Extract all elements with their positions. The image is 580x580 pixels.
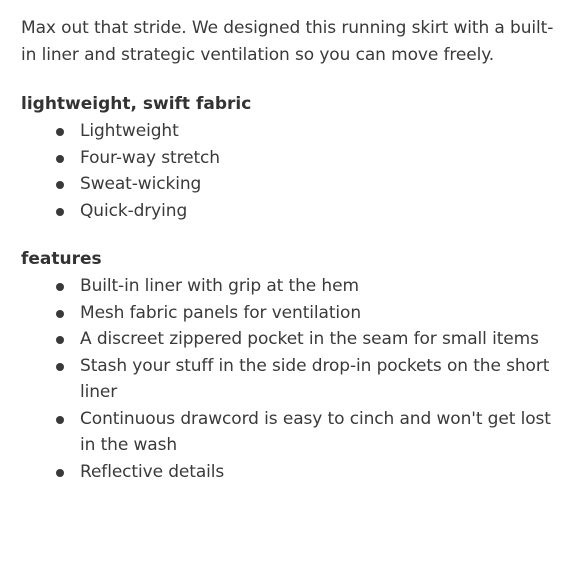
features-list-item: Reflective details (80, 459, 562, 486)
features-list-item: A discreet zippered pocket in the seam for small items (80, 326, 562, 353)
fabric-list-item: Lightweight (80, 118, 562, 145)
features-list (21, 273, 562, 485)
features-list-item: Stash your stuff in the side drop-in pockets on the short liner (80, 353, 562, 406)
fabric-heading: lightweight, swift fabric (21, 94, 252, 114)
intro-paragraph: Max out that stride. We designed this running skirt with a built-in liner and strategic ventilation so you can move freely. (21, 18, 554, 65)
features-heading: features (21, 249, 102, 269)
features-list-item: Continuous drawcord is easy to cinch and won't get lost in the wash (80, 406, 562, 459)
fabric-list (21, 118, 562, 224)
features-list-item: Mesh fabric panels for ventilation (80, 300, 562, 327)
fabric-list-item: Quick-drying (80, 198, 562, 225)
fabric-list-item: Sweat-wicking (80, 171, 562, 198)
fabric-list-item: Four-way stretch (80, 145, 562, 172)
features-list-item: Built-in liner with grip at the hem (80, 273, 562, 300)
